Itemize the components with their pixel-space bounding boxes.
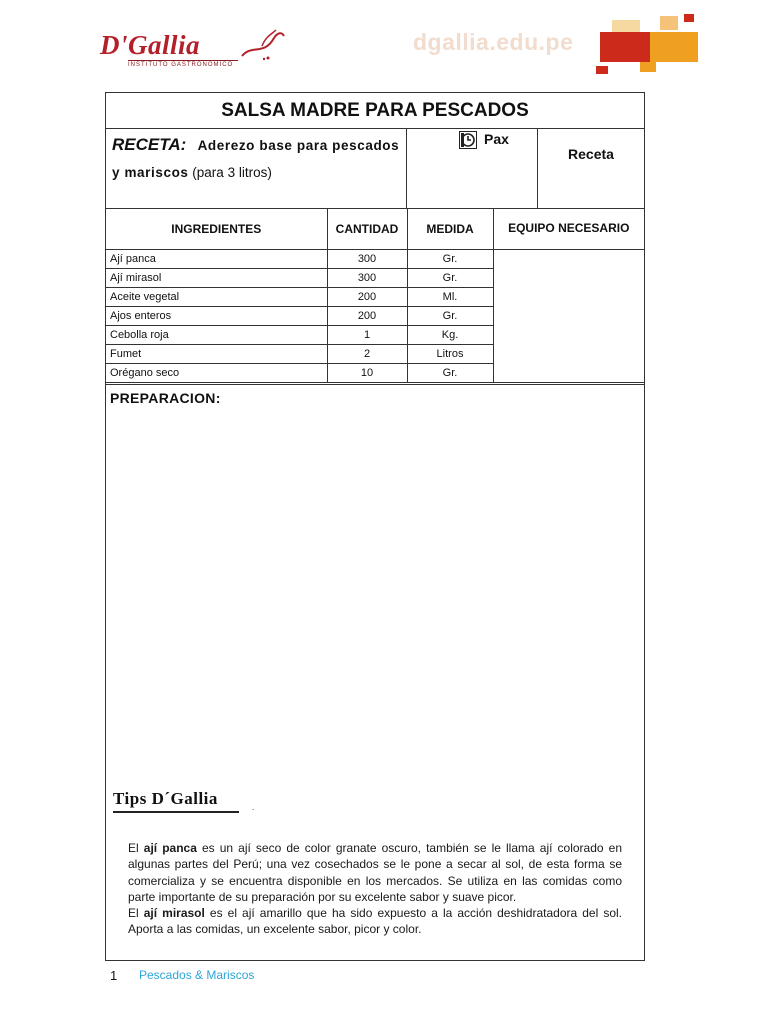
logo-subtitle: INSTITUTO GASTRONÓMICO bbox=[128, 60, 238, 68]
receta-right-label: Receta bbox=[568, 146, 614, 162]
decor-square bbox=[596, 66, 608, 74]
ingredient-unit: Litros bbox=[407, 345, 493, 364]
logo-text: D'Gallia bbox=[100, 30, 201, 60]
ingredient-qty: 10 bbox=[327, 364, 407, 383]
ingredient-unit: Gr. bbox=[407, 250, 493, 269]
pax-label: Pax bbox=[484, 131, 509, 147]
ingredient-qty: 300 bbox=[327, 250, 407, 269]
tips-highlight: ají mirasol bbox=[143, 906, 205, 921]
preparation-section bbox=[106, 384, 644, 961]
decor-square bbox=[650, 32, 698, 62]
tips-highlight: ají panca bbox=[143, 841, 197, 855]
receta-description-cell bbox=[106, 128, 407, 208]
ingredient-name: Aceite vegetal bbox=[106, 288, 327, 307]
ingredient-name: Fumet bbox=[106, 345, 327, 364]
receta-description: Aderezo base para pescados y mariscos bbox=[112, 138, 400, 180]
ingredients-table bbox=[106, 208, 644, 383]
pax-cell bbox=[407, 128, 538, 208]
tips-text: El bbox=[128, 906, 144, 921]
decor-square bbox=[600, 32, 650, 62]
equipo-cell bbox=[493, 250, 644, 383]
ingredient-unit: Gr. bbox=[407, 364, 493, 383]
tips-text: es el ají amarillo que ha sido expuesto a la acción deshidratadora del sol. Aporta a las comidas, un excelente sabor, picor y color. bbox=[128, 906, 622, 937]
header-ingredientes: INGREDIENTES bbox=[106, 208, 327, 250]
receta-label: RECETA: bbox=[112, 135, 187, 154]
ingredient-unit: Gr. bbox=[407, 307, 493, 326]
site-url: dgallia.edu.pe bbox=[413, 29, 574, 55]
ingredient-name: Cebolla roja bbox=[106, 326, 327, 345]
receta-quantity: (para 3 litros) bbox=[188, 165, 272, 180]
decor-square bbox=[640, 62, 656, 72]
decor-square bbox=[660, 16, 678, 30]
preparation-label: PREPARACION: bbox=[110, 390, 221, 406]
receta-row bbox=[106, 128, 644, 209]
tips-text: es un ají seco de color granate oscuro, también se le llama ají colorado en algunas partes del Perú; una vez cosechados se le pone a secar al sol, de esta forma se comercializa y se encuentra disponible en los mercados. Se utiliza en las comidas como parte importante de su preparación por su excelente sabor y suave picor. bbox=[128, 841, 622, 904]
tips-paragraph bbox=[128, 840, 622, 905]
header-medida: MEDIDA bbox=[407, 208, 493, 250]
ingredient-qty: 200 bbox=[327, 288, 407, 307]
page-number: 1 bbox=[110, 968, 118, 983]
tips-title: Tips D´Gallia bbox=[113, 789, 239, 813]
receta-cell bbox=[538, 128, 644, 208]
ingredient-qty: 200 bbox=[327, 307, 407, 326]
tips-paragraph bbox=[128, 905, 622, 938]
ingredient-name: Ajos enteros bbox=[106, 307, 327, 326]
header-cantidad: CANTIDAD bbox=[327, 208, 407, 250]
decor-square bbox=[684, 14, 694, 22]
ingredient-unit: Kg. bbox=[407, 326, 493, 345]
ingredient-unit: Gr. bbox=[407, 269, 493, 288]
tips-dot: . bbox=[252, 803, 255, 812]
ingredient-qty: 1 bbox=[327, 326, 407, 345]
clock-icon bbox=[459, 131, 477, 149]
header-equipo: EQUIPO NECESARIO bbox=[493, 208, 644, 250]
ingredient-name: Ají panca bbox=[106, 250, 327, 269]
tips-body bbox=[128, 840, 622, 938]
decor-square bbox=[612, 20, 640, 32]
ingredient-unit: Ml. bbox=[407, 288, 493, 307]
ingredient-qty: 2 bbox=[327, 345, 407, 364]
tips-text: El bbox=[128, 841, 144, 855]
footer-section: Pescados & Mariscos bbox=[139, 968, 255, 982]
table-row bbox=[106, 250, 644, 269]
page-header bbox=[0, 0, 768, 80]
recipe-title: SALSA MADRE PARA PESCADOS bbox=[106, 93, 644, 129]
recipe-card bbox=[105, 92, 645, 961]
ingredient-name: Ají mirasol bbox=[106, 269, 327, 288]
ingredient-name: Orégano seco bbox=[106, 364, 327, 383]
dgallia-logo bbox=[98, 22, 288, 74]
receta-text bbox=[112, 131, 402, 186]
ingredient-qty: 300 bbox=[327, 269, 407, 288]
chef-swirl-icon bbox=[238, 26, 286, 62]
